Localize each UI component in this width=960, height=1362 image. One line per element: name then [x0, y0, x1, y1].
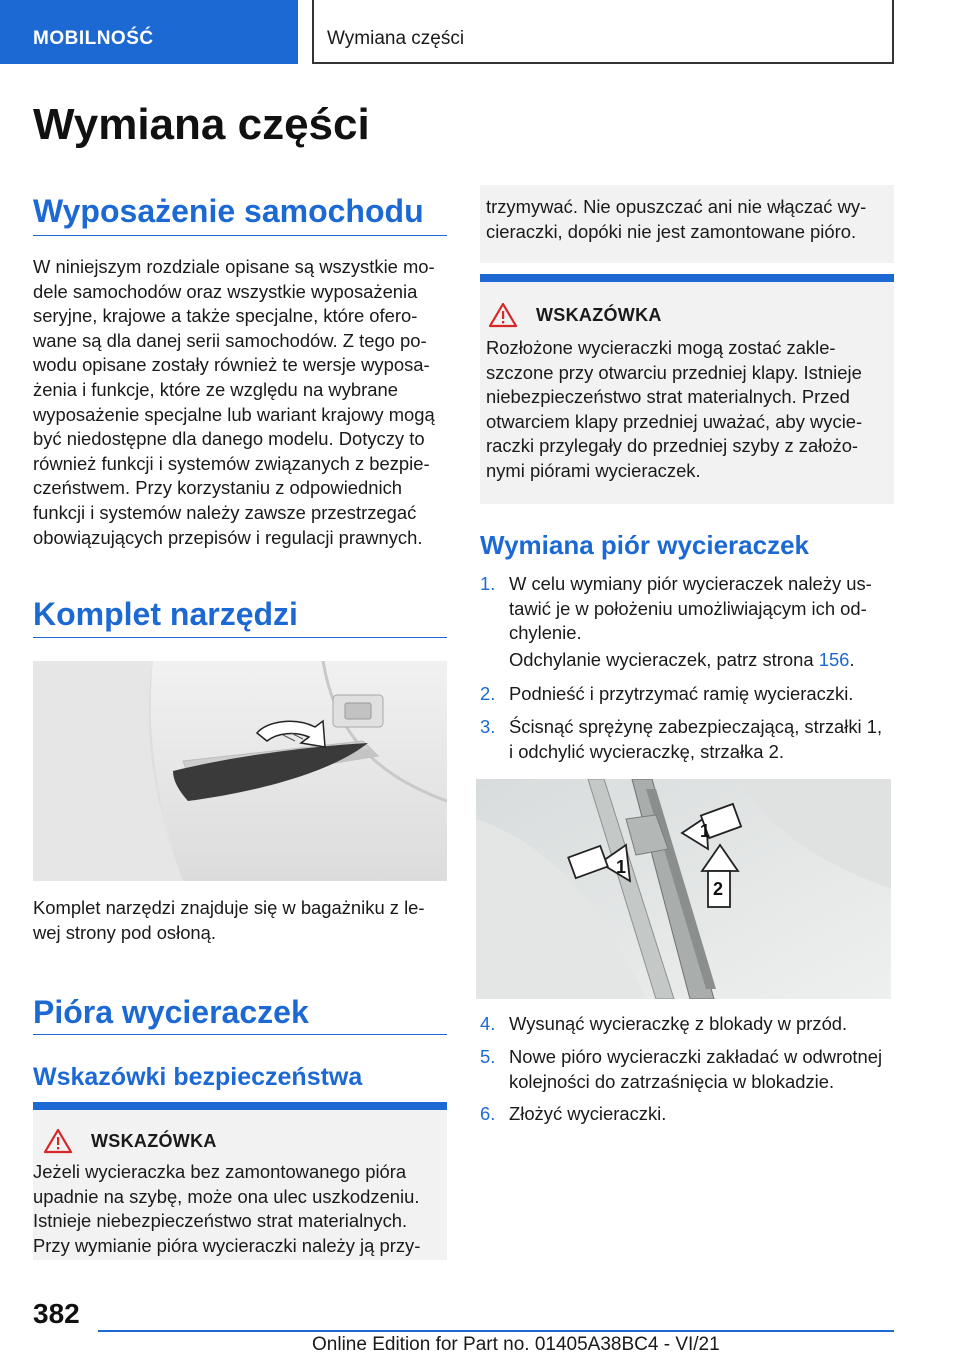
warning-text — [480, 185, 894, 244]
list-number: 4. — [480, 1013, 496, 1034]
paragraph-line: wodu opisane zostały również te wersje wyposa- — [33, 354, 430, 376]
list-item — [480, 1102, 894, 1128]
list-item — [480, 715, 894, 765]
heading-rule — [33, 637, 447, 638]
list-text — [509, 682, 853, 707]
warning-header — [33, 1110, 447, 1154]
list-text — [509, 1045, 882, 1094]
footer-rule — [98, 1330, 894, 1332]
heading-rule — [33, 235, 447, 236]
replace-heading: Wymiana piór wycieraczek — [480, 530, 810, 560]
warning-box-continued — [480, 185, 894, 263]
warning-line: otwarciem klapy przedniej uważać, aby wycie- — [486, 410, 863, 432]
warning-line: trzymywać. Nie opuszczać ani nie włączać wy- — [486, 196, 867, 217]
paragraph-line: seryjne, krajowe a także specjalne, które ofero- — [33, 305, 418, 327]
warning-line: szczone przy otwarciu przedniej klapy. Istnieje — [486, 361, 862, 383]
list-item — [480, 572, 894, 648]
warning-box — [480, 274, 894, 504]
warning-triangle-icon — [43, 1128, 73, 1154]
warning-text — [480, 328, 894, 484]
arrow-label: 2 — [713, 879, 724, 899]
arrow-label: 1 — [700, 821, 711, 841]
warning-line: Istnieje niebezpieczeństwo strat materialnych. — [33, 1210, 408, 1232]
list-text — [509, 1012, 847, 1037]
list-line: Ścisnąć sprężynę zabezpieczającą, strzałki 1, — [509, 716, 883, 737]
toolkit-illustration — [33, 661, 447, 881]
list-line: tawić je w położeniu umożliwiającym ich od- — [509, 597, 867, 619]
list-item — [480, 1045, 894, 1095]
caption-line: wej strony pod osłoną. — [33, 921, 216, 943]
paragraph-line: wyposażenie specjalne lub wariant krajowy mogą — [33, 403, 435, 425]
paragraph-line: dele samochodów oraz wszystkie wyposażenia — [33, 280, 418, 302]
warning-header — [480, 282, 894, 328]
equipment-paragraph — [33, 255, 435, 550]
list-line: Nowe pióro wycieraczki zakładać w odwrotnej — [509, 1046, 883, 1067]
page-number: 382 — [33, 1298, 80, 1329]
list-number: 3. — [480, 716, 496, 737]
list-line: W celu wymiany piór wycieraczek należy us- — [509, 573, 872, 594]
list-text — [509, 572, 872, 646]
header-title: Wymiana części — [312, 0, 894, 64]
warning-line: cieraczki, dopóki nie jest zamontowane pióro. — [486, 220, 857, 242]
warning-text — [33, 1154, 447, 1258]
warning-line: raczki przylegały do przedniej szyby z założo- — [486, 435, 859, 457]
paragraph-line: W niniejszym rozdziale opisane są wszystkie mo- — [33, 256, 435, 277]
list-item — [480, 682, 894, 708]
footer-edition: Online Edition for Part no. 01405A38BC4 - VI/21 — [312, 1334, 720, 1355]
list-text — [509, 715, 882, 764]
warning-line: upadnie na szybę, może ona ulec uszkodzeniu. — [33, 1185, 420, 1207]
warning-triangle-icon — [488, 302, 518, 328]
sub-note-text: Odchylanie wycieraczek, patrz strona — [509, 649, 819, 670]
page-link[interactable]: 156 — [818, 649, 850, 670]
list-line: Wysunąć wycieraczkę z blokady w przód. — [509, 1013, 848, 1034]
list-number: 6. — [480, 1103, 496, 1124]
list-number: 2. — [480, 683, 496, 704]
warning-line: nymi piórami wycieraczek. — [486, 459, 701, 481]
paragraph-line: czeństwem. Przy korzystaniu z odpowiednich — [33, 477, 402, 499]
sub-note — [509, 648, 894, 674]
toolkit-caption — [33, 896, 425, 945]
wiper-illustration — [476, 779, 891, 999]
list-number: 5. — [480, 1046, 496, 1067]
warning-label: WSKAZÓWKA — [91, 1130, 217, 1151]
list-text — [509, 1102, 666, 1127]
warning-top-bar — [480, 274, 894, 282]
warning-line: Przy wymianie pióra wycieraczki należy ją przy- — [33, 1234, 421, 1256]
section-tab[interactable]: MOBILNOŚĆ — [0, 0, 298, 64]
paragraph-line: wane są dla danej serii samochodów. Z tego po- — [33, 329, 427, 351]
warning-line: Jeżeli wycieraczka bez zamontowanego pióra — [33, 1161, 407, 1182]
heading-rule — [33, 1034, 447, 1035]
list-line: kolejności do zatrzaśnięcia w blokadzie. — [509, 1070, 835, 1092]
warning-top-bar — [33, 1102, 447, 1110]
paragraph-line: żenia i funkcje, które ze względu na wybrane — [33, 378, 398, 400]
equipment-heading: Wyposażenie samochodu — [33, 193, 424, 229]
paragraph-line: obowiązujących przepisów i regulacji prawnych. — [33, 526, 423, 548]
list-line: Złożyć wycieraczki. — [509, 1103, 667, 1124]
warning-label: WSKAZÓWKA — [536, 304, 662, 325]
warning-box — [33, 1102, 447, 1260]
paragraph-line: również funkcji i systemów związanych z bezpie- — [33, 452, 430, 474]
list-line: Podnieść i przytrzymać ramię wycieraczki. — [509, 683, 854, 704]
wipers-heading: Pióra wycieraczek — [33, 994, 309, 1030]
arrow-label: 1 — [616, 857, 627, 877]
paragraph-line: być niedostępne dla danego modelu. Dotyczy to — [33, 428, 425, 450]
safety-heading: Wskazówki bezpieczeństwa — [33, 1063, 363, 1091]
sub-note-suffix: . — [849, 649, 855, 670]
page-title: Wymiana części — [33, 100, 370, 149]
list-line: i odchylić wycieraczkę, strzałka 2. — [509, 740, 784, 762]
list-item — [480, 1012, 894, 1038]
list-line: chylenie. — [509, 622, 582, 644]
warning-line: niebezpieczeństwo strat materialnych. Przed — [486, 386, 850, 408]
toolkit-heading: Komplet narzędzi — [33, 596, 298, 632]
caption-line: Komplet narzędzi znajduje się w bagażniku z le- — [33, 897, 425, 918]
warning-line: Rozłożone wycieraczki mogą zostać zakle- — [486, 337, 836, 358]
list-number: 1. — [480, 573, 496, 594]
paragraph-line: funkcji i systemów należy zawsze przestrzegać — [33, 501, 417, 523]
